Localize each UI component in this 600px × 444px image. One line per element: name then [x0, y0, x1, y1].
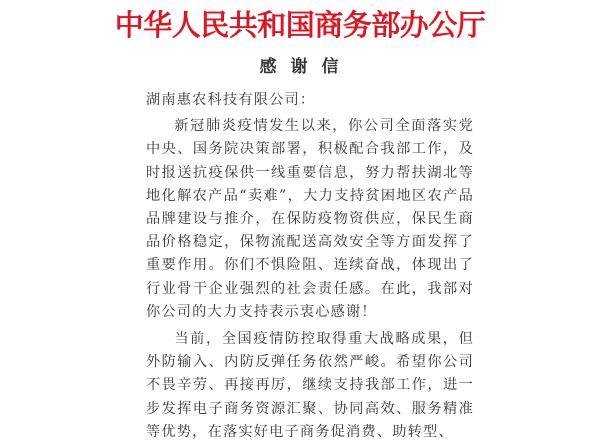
document-title: 感谢信 [259, 57, 353, 77]
letterhead-issuer: 中华人民共和国商务部办公厅 [114, 8, 486, 42]
paragraph: 新冠肺炎疫情发生以来，你公司全面落实党中央、国务院决策部署，积极配合我部工作，及时报送抗疫保供一线重要信息，努力帮扶湖北等地化解农产品“卖难”，大力支持贫困地区农产品品牌建设与推介，在保防疫物资供应，保民生商品价格稳定，保物流配送高效安全等方面发挥了重要作用。你们不惧险阻、连续奋战，体现出了行业骨干企业强烈的社会责任感。在此，我部对你公司的大力支持表示衷心感谢！ [146, 118, 474, 320]
salutation: 湖南惠农科技有限公司： [146, 92, 316, 108]
paragraph: 当前，全国疫情防控取得重大战略成果，但外防输入、内防反弹任务依然严峻。希望你公司不畏辛劳、再接再厉，继续支持我部工作，进一步发挥电子商务资源汇聚、协同高效、服务精准等优势，在落实好电子商务促消费、助转型、 [146, 331, 474, 440]
letter-body [146, 89, 474, 444]
